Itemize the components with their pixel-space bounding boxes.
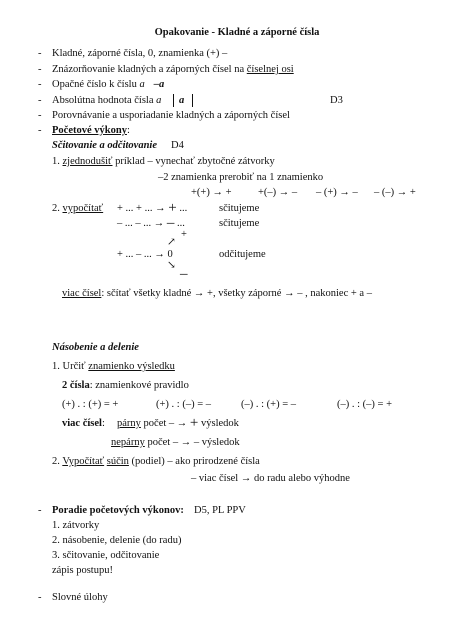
page-title: Opakovanie - Kladné a záporné čísla — [154, 27, 320, 38]
odd-count-rule — [111, 436, 240, 449]
reference-d4: D4 — [171, 140, 184, 151]
compute-product-rest: (podiel) – ako prirodzené čísla — [128, 456, 260, 467]
product-rule-1: (+) . : (+) = + — [62, 399, 119, 410]
determine-sign-prefix: 1. Určiť — [52, 361, 89, 372]
even-result-plus: + — [189, 415, 199, 431]
determine-sign — [52, 360, 175, 373]
sign-rule-1: +(+) → + — [191, 187, 232, 198]
multiplication-heading: Násobenie a delenie — [52, 342, 139, 353]
absolute-value-a: a — [173, 94, 193, 107]
variable-a: a — [156, 95, 162, 106]
order-colon: : — [180, 505, 184, 516]
order-item: 1. zátvorky — [52, 520, 100, 531]
order-item: zápis postupu! — [52, 565, 113, 576]
bullet-opposite-text: Opačné číslo k číslu — [52, 79, 140, 90]
add-row-negative-label: sčitujeme — [219, 218, 260, 229]
arrow-down-right-icon: ↘ — [167, 260, 176, 271]
step-simplify — [52, 155, 275, 168]
add-row-negative-expr: – ... – ... → — [117, 218, 165, 229]
product-rule-3: (–) . : (+) = – — [241, 399, 296, 410]
add-row-positive-label: sčitujeme — [219, 203, 260, 214]
bullet-dash: - — [38, 48, 42, 59]
step-simplify-line2: –2 znamienka prerobiť na 1 znamienko — [158, 172, 324, 183]
bullet-dash: - — [38, 505, 42, 516]
product-rule-4: (–) . : (–) = + — [337, 399, 392, 410]
simplify-rest: príklad – vynechať zbytočné zátvorky — [112, 156, 275, 167]
odd-term: nepárny — [111, 437, 145, 448]
add-row-positive-dots: ... — [176, 203, 188, 214]
operations-colon: : — [126, 125, 130, 136]
add-row-negative-result: – — [166, 215, 175, 231]
sign-rule-2: +(–) → – — [258, 187, 298, 198]
two-numbers-rest: : znamienkové pravidlo — [89, 380, 189, 391]
bullet-dash: - — [38, 125, 42, 136]
add-row-positive — [117, 202, 187, 215]
even-tail: výsledok — [198, 418, 239, 429]
many-numbers-colon: : — [101, 418, 105, 429]
two-numbers-rule — [62, 379, 189, 392]
number-line-term: číselnej osi — [246, 64, 294, 75]
simplify-term: zjednodušiť — [62, 156, 113, 167]
many-numbers-label: viac čísel — [62, 418, 102, 429]
bullet-opposite — [52, 78, 164, 91]
step-number: 1. — [52, 156, 63, 167]
even-rest: počet – → — [140, 418, 188, 429]
order-heading: Poradie početových výkonov — [52, 505, 181, 516]
add-row-negative-dots: ... — [174, 218, 185, 229]
order-refs: D5, PL PPV — [194, 505, 246, 516]
bullet-dash: - — [38, 592, 42, 603]
bullet-dash: - — [38, 110, 42, 121]
many-numbers-term: viac čísel — [62, 288, 102, 299]
bullet-operations — [52, 124, 130, 137]
bullet-dash: - — [38, 64, 42, 75]
word-problems: Slovné úlohy — [52, 592, 108, 603]
bullet-number-line-text: Znázorňovanie kladných a záporných čísel na — [52, 64, 247, 75]
add-row-negative — [117, 217, 185, 230]
sign-rule-3: – (+) → – — [316, 187, 358, 198]
bullet-compare: Porovnávanie a usporiadanie kladných a záporných čísel — [52, 110, 290, 121]
bullet-dash: - — [38, 95, 42, 106]
compute-term: Vypočítať — [62, 456, 105, 467]
variable-minus-a: –a — [153, 79, 165, 90]
odd-rest: počet – → – výsledok — [144, 437, 240, 448]
product-rule-2: (+) . : (–) = – — [156, 399, 211, 410]
mixed-result-plus: + — [181, 229, 187, 240]
step-number: 2. — [52, 203, 63, 214]
many-numbers-rest: : sčítať všetky kladné → +, všetky záporné → – , nakoniec + a – — [101, 288, 372, 299]
order-item: 3. sčitovanie, odčitovanie — [52, 550, 160, 561]
compute-term: vypočítať — [62, 203, 104, 214]
add-row-positive-expr: + ... + ... → — [117, 203, 166, 214]
order-of-operations — [52, 504, 184, 517]
add-row-mixed-label: odčitujeme — [219, 249, 266, 260]
bullet-number-line — [52, 63, 294, 76]
mixed-result-minus: – — [180, 266, 188, 282]
addition-heading-text: Sčitovanie a odčitovanie — [52, 140, 157, 151]
even-term: párny — [117, 418, 141, 429]
step-compute — [52, 202, 103, 215]
compute-product — [52, 455, 260, 468]
result-sign-term: znamienko výsledku — [88, 361, 175, 372]
addition-heading — [52, 139, 157, 152]
operations-heading: Početové výkony — [52, 125, 127, 136]
variable-a: a — [139, 79, 145, 90]
bullet-signs: Kladné, záporné čísla, 0, znamienka (+) – — [52, 48, 228, 59]
bullet-dash: - — [38, 79, 42, 90]
reference-d3: D3 — [330, 95, 343, 106]
many-numbers-product — [62, 417, 105, 430]
sign-rule-4: – (–) → + — [374, 187, 416, 198]
arrow-up-right-icon: ↗ — [167, 237, 176, 248]
order-item: 2. násobenie, delenie (do radu) — [52, 535, 182, 546]
add-row-mixed: + ... – ... → 0 — [117, 249, 173, 260]
two-numbers-label: 2 čísla — [62, 380, 90, 391]
compute-product-prefix: 2. — [52, 456, 63, 467]
bullet-absolute-text: Absolútna hodnota čísla — [52, 95, 157, 106]
product-term: súčin — [106, 456, 129, 467]
even-count-rule — [117, 417, 239, 430]
many-numbers-rule — [62, 287, 372, 300]
add-row-positive-result: + — [168, 200, 177, 216]
compute-product-line2: – viac čísel → do radu alebo výhodne — [191, 473, 350, 484]
bullet-absolute — [52, 94, 161, 107]
